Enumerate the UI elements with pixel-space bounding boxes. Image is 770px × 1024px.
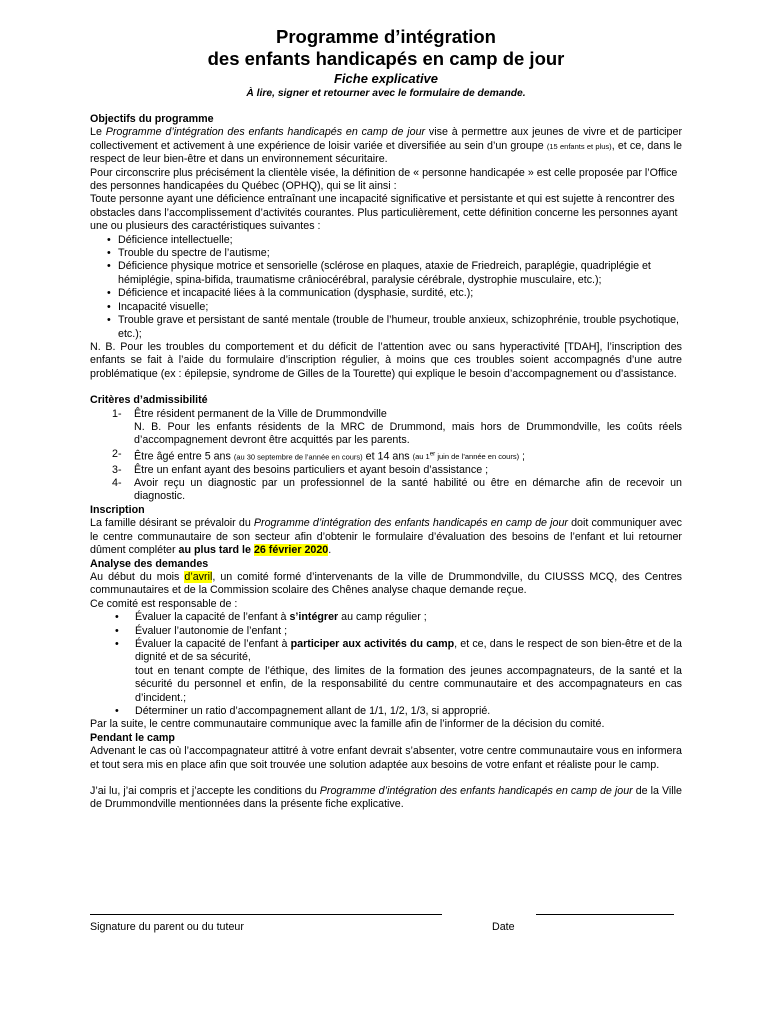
characteristics-list bbox=[90, 234, 682, 341]
text-span: juin de l’année en cours) bbox=[435, 452, 520, 462]
list-item: • Trouble grave et persistant de santé mentale (trouble de l’humeur, trouble anxieux, schizophrénie, trouble psychotique, etc.); bbox=[90, 314, 682, 341]
deadline-date: 26 février 2020 bbox=[253, 544, 329, 557]
parent-signature-label: Signature du parent ou du tuteur bbox=[90, 921, 244, 933]
item-text: ; bbox=[519, 450, 526, 463]
text-span: . bbox=[328, 544, 332, 557]
parent-signature-line[interactable] bbox=[90, 914, 442, 915]
section-objectifs bbox=[90, 113, 682, 381]
list-item: • Déficience intellectuelle; bbox=[90, 234, 682, 247]
list-item: • Trouble du spectre de l’autisme; bbox=[90, 247, 682, 260]
item-number: 3- bbox=[112, 463, 122, 476]
text-span: , un comité formé d’intervenants de la ville de Drummondville, du CIUSSS MCQ, des Centres communautaires et de la Commission scolaire des Chênes analyse chaque demande reçue. bbox=[90, 570, 682, 597]
text-span: Évaluer la capacité de l’enfant à bbox=[135, 611, 290, 624]
inscription-paragraph bbox=[90, 517, 682, 557]
item-number: 4- bbox=[112, 477, 122, 490]
document-title bbox=[90, 26, 682, 70]
superscript: er bbox=[429, 450, 436, 458]
deadline-text: au plus tard le bbox=[178, 544, 254, 557]
heading-analyse: Analyse des demandes bbox=[90, 557, 209, 570]
text-span: de la Ville de Drummondville mentionnées dans la présente fiche explicative. bbox=[90, 785, 682, 811]
criteria-list bbox=[90, 408, 682, 504]
comite-intro: Ce comité est responsable de : bbox=[90, 597, 238, 610]
document-subtitle: Fiche explicative bbox=[333, 71, 439, 86]
text-span: , et ce, dans le respect de son bien-être et de la dignité et de sa sécurité, bbox=[135, 637, 682, 664]
heading-criteres: Critères d’admissibilité bbox=[90, 394, 208, 407]
document-instruction: À lire, signer et retourner avec le formulaire de demande. bbox=[246, 88, 526, 99]
text-span: La famille désirant se prévaloir du bbox=[90, 517, 254, 530]
camp-paragraph: Advenant le cas où l’accompagnateur attitré à votre enfant devrait s’absenter, votre centre communautaire vous en informera et tout sera mis en place afin que soit trouvée une solution adaptée aux besoins de votre enfant et réaliste pour le camp. bbox=[90, 745, 682, 771]
text-span: vise à permettre aux jeunes de vivre et de participer collectivement et activement à une expérience de loisir variée et diversifiée au sein d’un groupe bbox=[90, 126, 682, 152]
item-text: et 14 ans bbox=[362, 450, 413, 463]
text-span: tout en tenant compte de l’éthique, des limites de la formation des jeunes accompagnateurs, de la santé et la sécurité du personnel et enfin, de la responsabilité du centre communautaire et des accompagnateurs en cas d’incident.; bbox=[135, 664, 682, 704]
consent-paragraph bbox=[90, 785, 682, 812]
text-span: au camp régulier ; bbox=[338, 611, 427, 624]
item-number: 2- bbox=[112, 447, 122, 460]
section-inscription bbox=[90, 504, 682, 558]
text-span: J’ai lu, j’ai compris et j’accepte les conditions du bbox=[90, 785, 320, 797]
emphasis: participer aux activités du camp bbox=[290, 637, 455, 650]
analyse-suite: Par la suite, le centre communautaire communique avec la famille afin de l’informer de la décision du comité. bbox=[90, 718, 605, 731]
analysis-month: d’avril bbox=[184, 570, 213, 583]
group-size-note: (15 enfants et plus) bbox=[546, 141, 612, 151]
list-item bbox=[90, 464, 682, 477]
program-name: Programme d’intégration des enfants handicapés en camp de jour bbox=[319, 785, 633, 797]
section-criteres bbox=[90, 394, 682, 504]
analyse-paragraph bbox=[90, 571, 682, 598]
list-item: • Déficience et incapacité liées à la communication (dysphasie, surdité, etc.); bbox=[90, 287, 682, 300]
comite-responsibilities bbox=[90, 611, 682, 718]
list-item: • Incapacité visuelle; bbox=[90, 301, 682, 314]
objectifs-paragraph-3: Toute personne ayant une déficience entraînant une incapacité significative et persistante et qui est sujette à rencontrer des obstacles dans l’accomplissement d’activités courantes. Plus particulièrement, cette définition concerne les personnes ayant une ou plusieurs des caractéristiques suivantes : bbox=[90, 193, 678, 233]
program-name: Programme d’intégration des enfants handicapés en camp de jour bbox=[105, 126, 426, 139]
heading-camp: Pendant le camp bbox=[90, 731, 175, 744]
objectifs-paragraph-2: Pour circonscrire plus précisément la clientèle visée, la définition de « personne handicapée » est celle proposée par l’Office des personnes handicapées du Québec (OPHQ), qui se lit ainsi : bbox=[90, 166, 678, 193]
text-span: doit communiquer avec le centre communautaire de son secteur afin d’obtenir le formulaire d’évaluation des besoins de l’enfant et lui retourner dûment compléter bbox=[90, 517, 682, 557]
title-line-2: des enfants handicapés en camp de jour bbox=[207, 48, 565, 69]
heading-objectifs: Objectifs du programme bbox=[90, 113, 214, 125]
date-label: Date bbox=[492, 921, 515, 933]
section-camp bbox=[90, 732, 682, 772]
list-item: • Évaluer l’autonomie de l’enfant ; bbox=[90, 625, 682, 638]
age-note bbox=[413, 452, 519, 461]
text-span: (au 1 bbox=[412, 452, 430, 462]
date-signature-line[interactable] bbox=[536, 914, 674, 915]
item-text: Avoir reçu un diagnostic par un professionnel de la santé habilité ou être en démarche afin de recevoir un diagnostic. bbox=[134, 477, 682, 503]
program-name: Programme d’intégration des enfants handicapés en camp de jour bbox=[253, 517, 568, 530]
emphasis: s’intégrer bbox=[289, 611, 339, 624]
list-item: • Déficience physique motrice et sensorielle (sclérose en plaques, ataxie de Friedreich, paraplégie, quadriplégie et hémiplégie, spina-bifida, traumatisme crâniocérébral, paralysie cérébrale, dystrophie musculaire, etc.); bbox=[90, 260, 682, 287]
signature-area bbox=[90, 914, 682, 944]
item-note: N. B. Pour les enfants résidents de la MRC de Drummond, mais hors de Drummondville, les coûts réels d’accompagnement devront être acquittés par les parents. bbox=[134, 420, 682, 447]
title-line-1: Programme d’intégration bbox=[276, 26, 496, 47]
list-item bbox=[90, 477, 682, 504]
list-item bbox=[90, 448, 682, 464]
heading-inscription: Inscription bbox=[90, 503, 145, 516]
text-span: Au début du mois bbox=[90, 570, 185, 583]
item-text: Être âgé entre 5 ans bbox=[134, 450, 234, 463]
item-number: 1- bbox=[112, 407, 122, 420]
list-item bbox=[90, 638, 682, 705]
text-span: , et ce, dans le respect de leur bien-être et dans un environnement sécuritaire. bbox=[90, 139, 682, 166]
text-span: Le bbox=[90, 126, 106, 139]
objectifs-nb: N. B. Pour les troubles du comportement et du déficit de l’attention avec ou sans hyperactivité [TDAH], l’inscription des enfants se fait à l’aide du formulaire d’inscription régulier, à moins que ces troubles soient accompagnés d’une autre problématique (ex : épilepsie, syndrome de Gilles de la Tourette) qui explique le besoin d’accompagnement ou d’assistance. bbox=[90, 340, 682, 380]
objectifs-paragraph-1 bbox=[90, 126, 682, 166]
text-span: Évaluer la capacité de l’enfant à bbox=[135, 637, 291, 650]
list-item bbox=[90, 408, 682, 448]
age-note: (au 30 septembre de l’année en cours) bbox=[233, 452, 363, 462]
item-text: Être résident permanent de la Ville de Drummondville bbox=[134, 407, 387, 420]
document-page bbox=[90, 26, 682, 933]
list-item: • Déterminer un ratio d’accompagnement allant de 1/1, 1/2, 1/3, si approprié. bbox=[90, 705, 682, 718]
item-text: Être un enfant ayant des besoins particuliers et ayant besoin d’assistance ; bbox=[134, 463, 489, 476]
list-item bbox=[90, 611, 682, 624]
section-analyse bbox=[90, 558, 682, 732]
